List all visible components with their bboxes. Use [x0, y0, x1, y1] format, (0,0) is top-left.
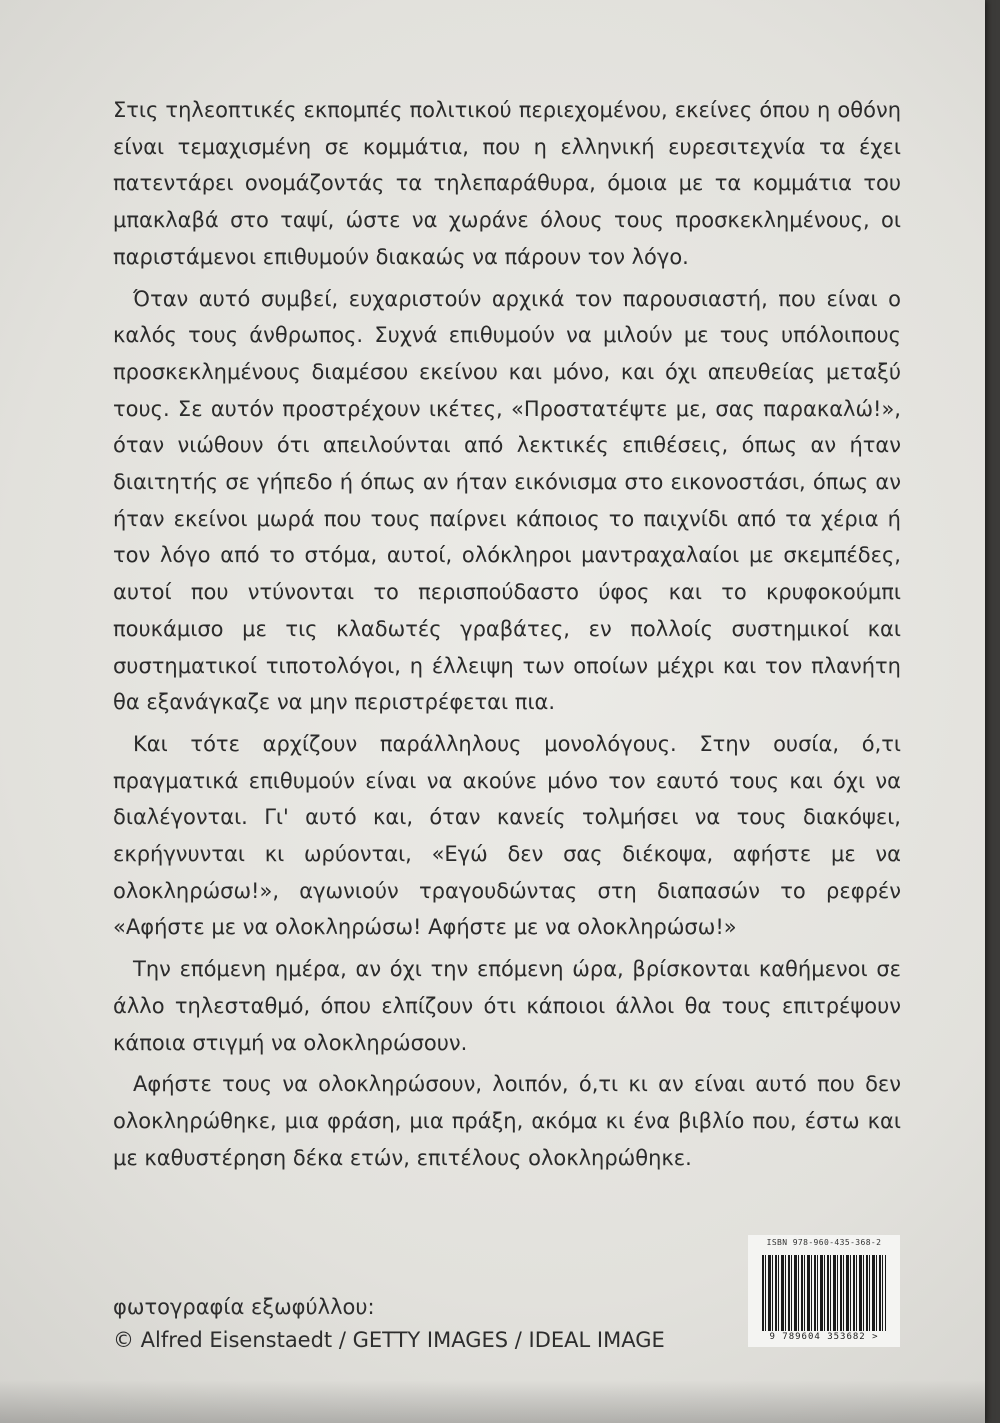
- blurb-paragraph-1: Στις τηλεοπτικές εκπομπές πολιτικού περιεχομένου, εκείνες όπου η οθόνη είναι τεμαχισμένη σε κομμάτια, που η ελληνική ευρεσιτεχνία τα έχει πατεντάρει ονομάζοντάς τα τηλεπαράθυρα, όμοια με τα κομμάτια του μπακλαβά στο ταψί, ώστε να χωράνε όλους τους προσκεκλημένους, οι παριστάμενοι επιθυμούν διακαώς να πάρουν τον λόγο.: [113, 98, 901, 269]
- cover-photo-credit: © Alfred Eisenstaedt / GETTY IMAGES / IDEAL IMAGE: [113, 1328, 665, 1352]
- blurb-paragraph-5: Αφήστε τους να ολοκληρώσουν, λοιπόν, ό,τι κι αν είναι αυτό που δεν ολοκληρώθηκε, μια φράση, μια πράξη, ακόμα κι ένα βιβλίο που, έστω και με καθυστέρηση δέκα ετών, επιτέλους ολοκληρώθηκε.: [113, 1072, 901, 1170]
- isbn-barcode: [748, 1235, 900, 1347]
- blurb-paragraph-3: Και τότε αρχίζουν παράλληλους μονολόγους. Στην ουσία, ό,τι πραγματικά επιθυμούν είναι να ακούνε μόνο τον εαυτό τους και όχι να διαλέγονται. Γι' αυτό και, όταν κανείς τολμήσει να τους διακόψει, εκρήγνυνται κι ωρύονται, «Εγώ δεν σας διέκοψα, αφήστε με να ολοκληρώσω!», αγωνιούν τραγουδώντας στη διαπασών το ρεφρέν «Αφήστε με να ολοκληρώσω! Αφήστε με να ολοκληρώσω!»: [113, 731, 901, 940]
- barcode-digits: 9 789604 353682 >: [769, 1332, 879, 1342]
- barcode-bars: [762, 1255, 886, 1331]
- isbn-text: ISBN 978-960-435-368-2: [766, 1238, 882, 1247]
- blurb-text: [113, 92, 901, 1176]
- blurb-paragraph-4: Την επόμενη ημέρα, αν όχι την επόμενη ώρα, βρίσκονται καθήμενοι σε άλλο τηλεσταθμό, όπου ελπίζουν ότι κάποιοι άλλοι θα τους επιτρέψουν κάποια στιγμή να ολοκληρώσουν.: [113, 957, 901, 1055]
- cover-photo-credit-label: φωτογραφία εξωφύλλου:: [113, 1295, 375, 1319]
- blurb-paragraph-2: Όταν αυτό συμβεί, ευχαριστούν αρχικά τον παρουσιαστή, που είναι ο καλός τους άνθρωπος. Συχνά επιθυμούν να μιλούν με τους υπόλοιπους προσκεκλημένους διαμέσου εκείνου και μόνο, και όχι απευθείας μεταξύ τους. Σε αυτόν προστρέχουν ικέτες, «Προστατέψτε με, σας παρακαλώ!», όταν νιώθουν ότι απειλούνται από λεκτικές επιθέσεις, όπως αν ήταν διαιτητής σε γήπεδο ή όπως αν ήταν εικόνισμα στο εικονοστάσι, όπως αν ήταν εκείνοι μωρά που τους παίρνει κάποιος το παιχνίδι από τα χέρια ή τον λόγο από το στόμα, αυτοί, ολόκληροι μαντραχαλαίοι με σκεμπέδες, αυτοί που ντύνονται το περισπούδαστο ύφος και το κρυφοκούμπι πουκάμισο με τις κλαδωτές γραβάτες, εν πολλοίς συστημικοί και συστηματικοί τιποτολόγοι, η έλλειψη των οποίων μέχρι και τον πλανήτη θα εξανάγκαζε να μην περιστρέφεται πια.: [113, 286, 901, 715]
- page-shadow: [0, 1380, 985, 1423]
